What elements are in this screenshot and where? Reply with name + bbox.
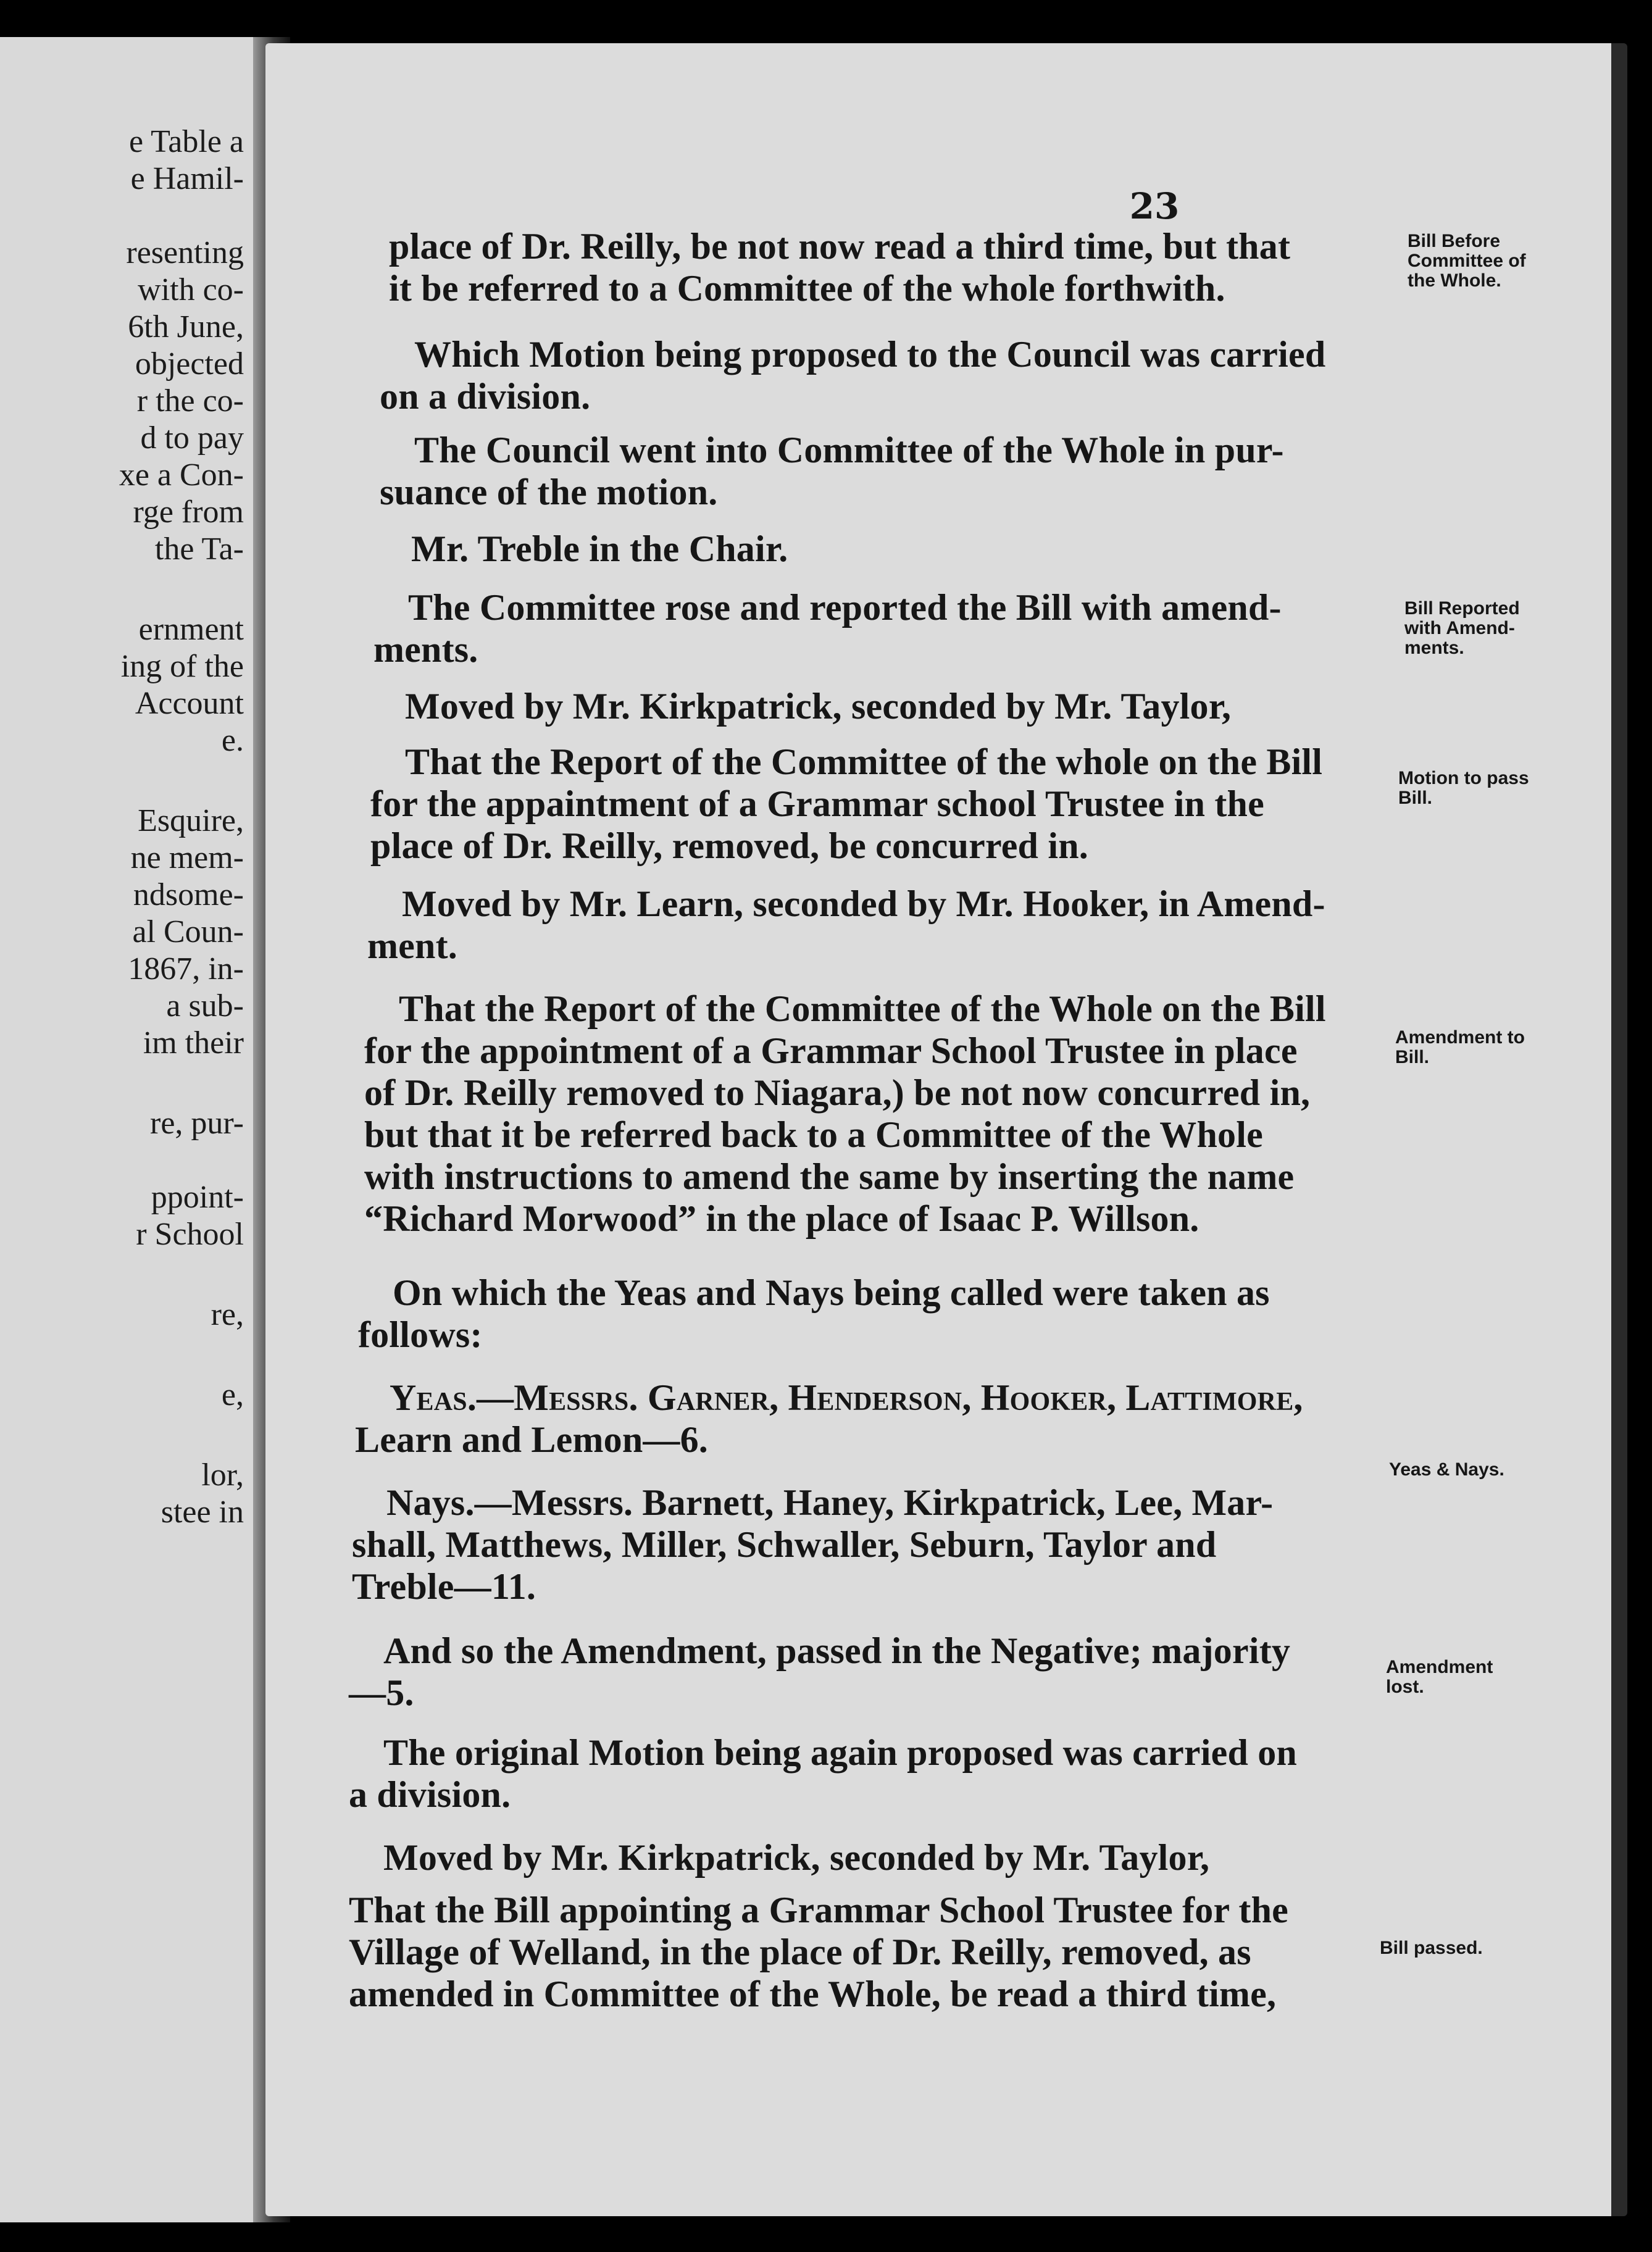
paragraph xyxy=(373,586,1377,670)
text-line: Village of Welland, in the place of Dr. Reilly, removed, as xyxy=(349,1932,1251,1972)
text-line: Which Motion being proposed to the Council was carried xyxy=(414,334,1326,375)
margin-note-line: Yeas & Nays. xyxy=(1389,1459,1504,1480)
margin-note xyxy=(1386,1658,1571,1697)
text-line: That the Report of the Committee of the Whole on the Bill xyxy=(399,988,1326,1029)
margin-note-line: ments. xyxy=(1404,638,1464,658)
text-line: On which the Yeas and Nays being called were taken as xyxy=(393,1272,1270,1313)
previous-page-text-fragment: e Table a xyxy=(129,124,244,159)
margin-note-line: Bill Reported xyxy=(1404,598,1520,619)
previous-page-text-fragment: rge from xyxy=(133,494,244,530)
text-line: Treble—11. xyxy=(352,1566,536,1607)
margin-note-line: Bill Before xyxy=(1408,231,1501,251)
margin-note xyxy=(1380,1938,1565,1958)
previous-page-text-fragment: im their xyxy=(143,1025,244,1061)
previous-page-text-fragment: re, pur- xyxy=(150,1106,244,1141)
previous-page-text-fragment: ernment xyxy=(138,612,244,647)
paragraph xyxy=(377,528,1380,570)
text-line: Mr. Treble in the Chair. xyxy=(411,528,788,569)
paragraph xyxy=(364,988,1370,1240)
previous-page-text-fragment: ndsome- xyxy=(133,877,244,912)
text-line: Moved by Mr. Kirkpatrick, seconded by Mr. Taylor, xyxy=(405,686,1232,727)
previous-page-text-fragment: ing of the xyxy=(120,649,244,684)
text-line: The original Motion being again proposed was carried on xyxy=(383,1732,1298,1773)
paragraph xyxy=(355,1377,1367,1461)
text-line: place of Dr. Reilly, be not now read a third time, but that xyxy=(389,226,1291,267)
text-line: The Council went into Committee of the Whole in pur- xyxy=(414,430,1284,470)
text-line: with instructions to amend the same by inserting the name xyxy=(364,1156,1295,1197)
text-line: Moved by Mr. Learn, seconded by Mr. Hooker, in Amend- xyxy=(402,883,1325,924)
margin-note-line: lost. xyxy=(1386,1677,1424,1697)
text-line: Yeas.—Messrs. Garner, Henderson, Hooker, Lattimore, xyxy=(390,1377,1303,1418)
previous-page-text-fragment: the Ta- xyxy=(154,532,244,567)
paragraph xyxy=(370,741,1377,867)
previous-page-text-fragment: r the co- xyxy=(136,383,244,419)
previous-page-text-fragment: Account xyxy=(135,686,244,721)
previous-page-text-fragment: d to pay xyxy=(140,420,244,456)
text-line: follows: xyxy=(358,1314,483,1355)
margin-note-line: Bill. xyxy=(1395,1047,1430,1067)
text-line: a division. xyxy=(349,1774,511,1815)
text-line: but that it be referred back to a Committee of the Whole xyxy=(364,1114,1263,1155)
previous-page-text-fragment: Esquire, xyxy=(138,803,244,838)
previous-page-text-fragment: with co- xyxy=(138,272,244,307)
text-line: The Committee rose and reported the Bill with amend- xyxy=(408,587,1282,628)
paragraph xyxy=(367,883,1374,967)
margin-note-line: Motion to pass xyxy=(1398,768,1529,788)
previous-page-text-fragment: al Coun- xyxy=(132,914,244,949)
text-line: Moved by Mr. Kirkpatrick, seconded by Mr. Taylor, xyxy=(383,1837,1210,1878)
margin-note-line: the Whole. xyxy=(1408,270,1501,291)
previous-page-text-fragment: e Hamil- xyxy=(130,161,244,196)
previous-page-text-fragment: stee in xyxy=(161,1495,244,1530)
paragraph xyxy=(349,1732,1364,1816)
previous-page-text-fragment: ne mem- xyxy=(130,840,244,875)
margin-note xyxy=(1408,231,1593,291)
text-line: And so the Amendment, passed in the Negative; majority xyxy=(383,1630,1291,1671)
margin-note-line: Amendment xyxy=(1386,1657,1493,1677)
text-line: —5. xyxy=(349,1672,414,1713)
previous-page-text-fragment: 1867, in- xyxy=(128,951,244,986)
paragraph xyxy=(380,333,1383,417)
paragraph xyxy=(349,1630,1364,1714)
text-line: Learn and Lemon—6. xyxy=(355,1419,708,1460)
text-line: “Richard Morwood” in the place of Isaac P. Willson. xyxy=(364,1198,1199,1239)
margin-note-line: with Amend- xyxy=(1404,618,1515,638)
paragraph xyxy=(349,1837,1364,1879)
previous-page-text-fragment: objected xyxy=(135,346,244,382)
text-line: for the appointment of a Grammar School Trustee in place xyxy=(364,1030,1298,1071)
previous-page-text-fragment: xe a Con- xyxy=(119,457,244,493)
previous-page-fragment xyxy=(0,37,253,2222)
text-line: place of Dr. Reilly, removed, be concurred in. xyxy=(370,825,1088,866)
text-line: shall, Matthews, Miller, Schwaller, Seburn, Taylor and xyxy=(352,1524,1217,1565)
previous-page-text-fragment: a sub- xyxy=(166,988,244,1024)
paragraph xyxy=(349,1889,1364,2015)
margin-note-line: Bill. xyxy=(1398,788,1433,808)
paragraph xyxy=(380,429,1383,513)
paragraph xyxy=(389,225,1383,309)
previous-page-text-fragment: ppoint- xyxy=(151,1180,244,1215)
previous-page-text-fragment: re, xyxy=(211,1297,244,1332)
margin-note-line: Committee of xyxy=(1408,251,1526,271)
text-line: it be referred to a Committee of the whole forthwith. xyxy=(389,268,1225,309)
previous-page-text-fragment: lor, xyxy=(201,1458,244,1493)
text-line: That the Report of the Committee of the whole on the Bill xyxy=(405,741,1323,782)
paragraph xyxy=(352,1482,1367,1608)
text-line: That the Bill appointing a Grammar School Trustee for the xyxy=(349,1890,1289,1930)
margin-note xyxy=(1398,769,1583,808)
margin-note xyxy=(1404,599,1590,658)
text-line: ments. xyxy=(373,629,478,670)
paragraph xyxy=(370,685,1374,727)
previous-page-text-fragment: resenting xyxy=(126,235,244,270)
text-line: ment. xyxy=(367,925,457,966)
text-line: of Dr. Reilly removed to Niagara,) be not now concurred in, xyxy=(364,1072,1311,1113)
text-line: amended in Committee of the Whole, be read a third time, xyxy=(349,1974,1277,2014)
margin-note-line: Bill passed. xyxy=(1380,1938,1483,1958)
margin-note xyxy=(1395,1028,1580,1067)
text-line: for the appaintment of a Grammar school Trustee in the xyxy=(370,783,1264,824)
margin-note-line: Amendment to xyxy=(1395,1027,1525,1048)
text-line: Nays.—Messrs. Barnett, Haney, Kirkpatrick, Lee, Mar- xyxy=(386,1482,1274,1523)
page-number: 23 xyxy=(1129,185,1180,227)
text-line: suance of the motion. xyxy=(380,472,718,512)
paragraph xyxy=(358,1272,1364,1356)
previous-page-text-fragment: e. xyxy=(221,723,244,758)
previous-page-text-fragment: e, xyxy=(221,1377,244,1412)
previous-page-text-fragment: 6th June, xyxy=(128,309,244,344)
margin-note xyxy=(1389,1460,1574,1480)
previous-page-text-fragment: r School xyxy=(136,1217,244,1252)
text-line: on a division. xyxy=(380,376,591,417)
